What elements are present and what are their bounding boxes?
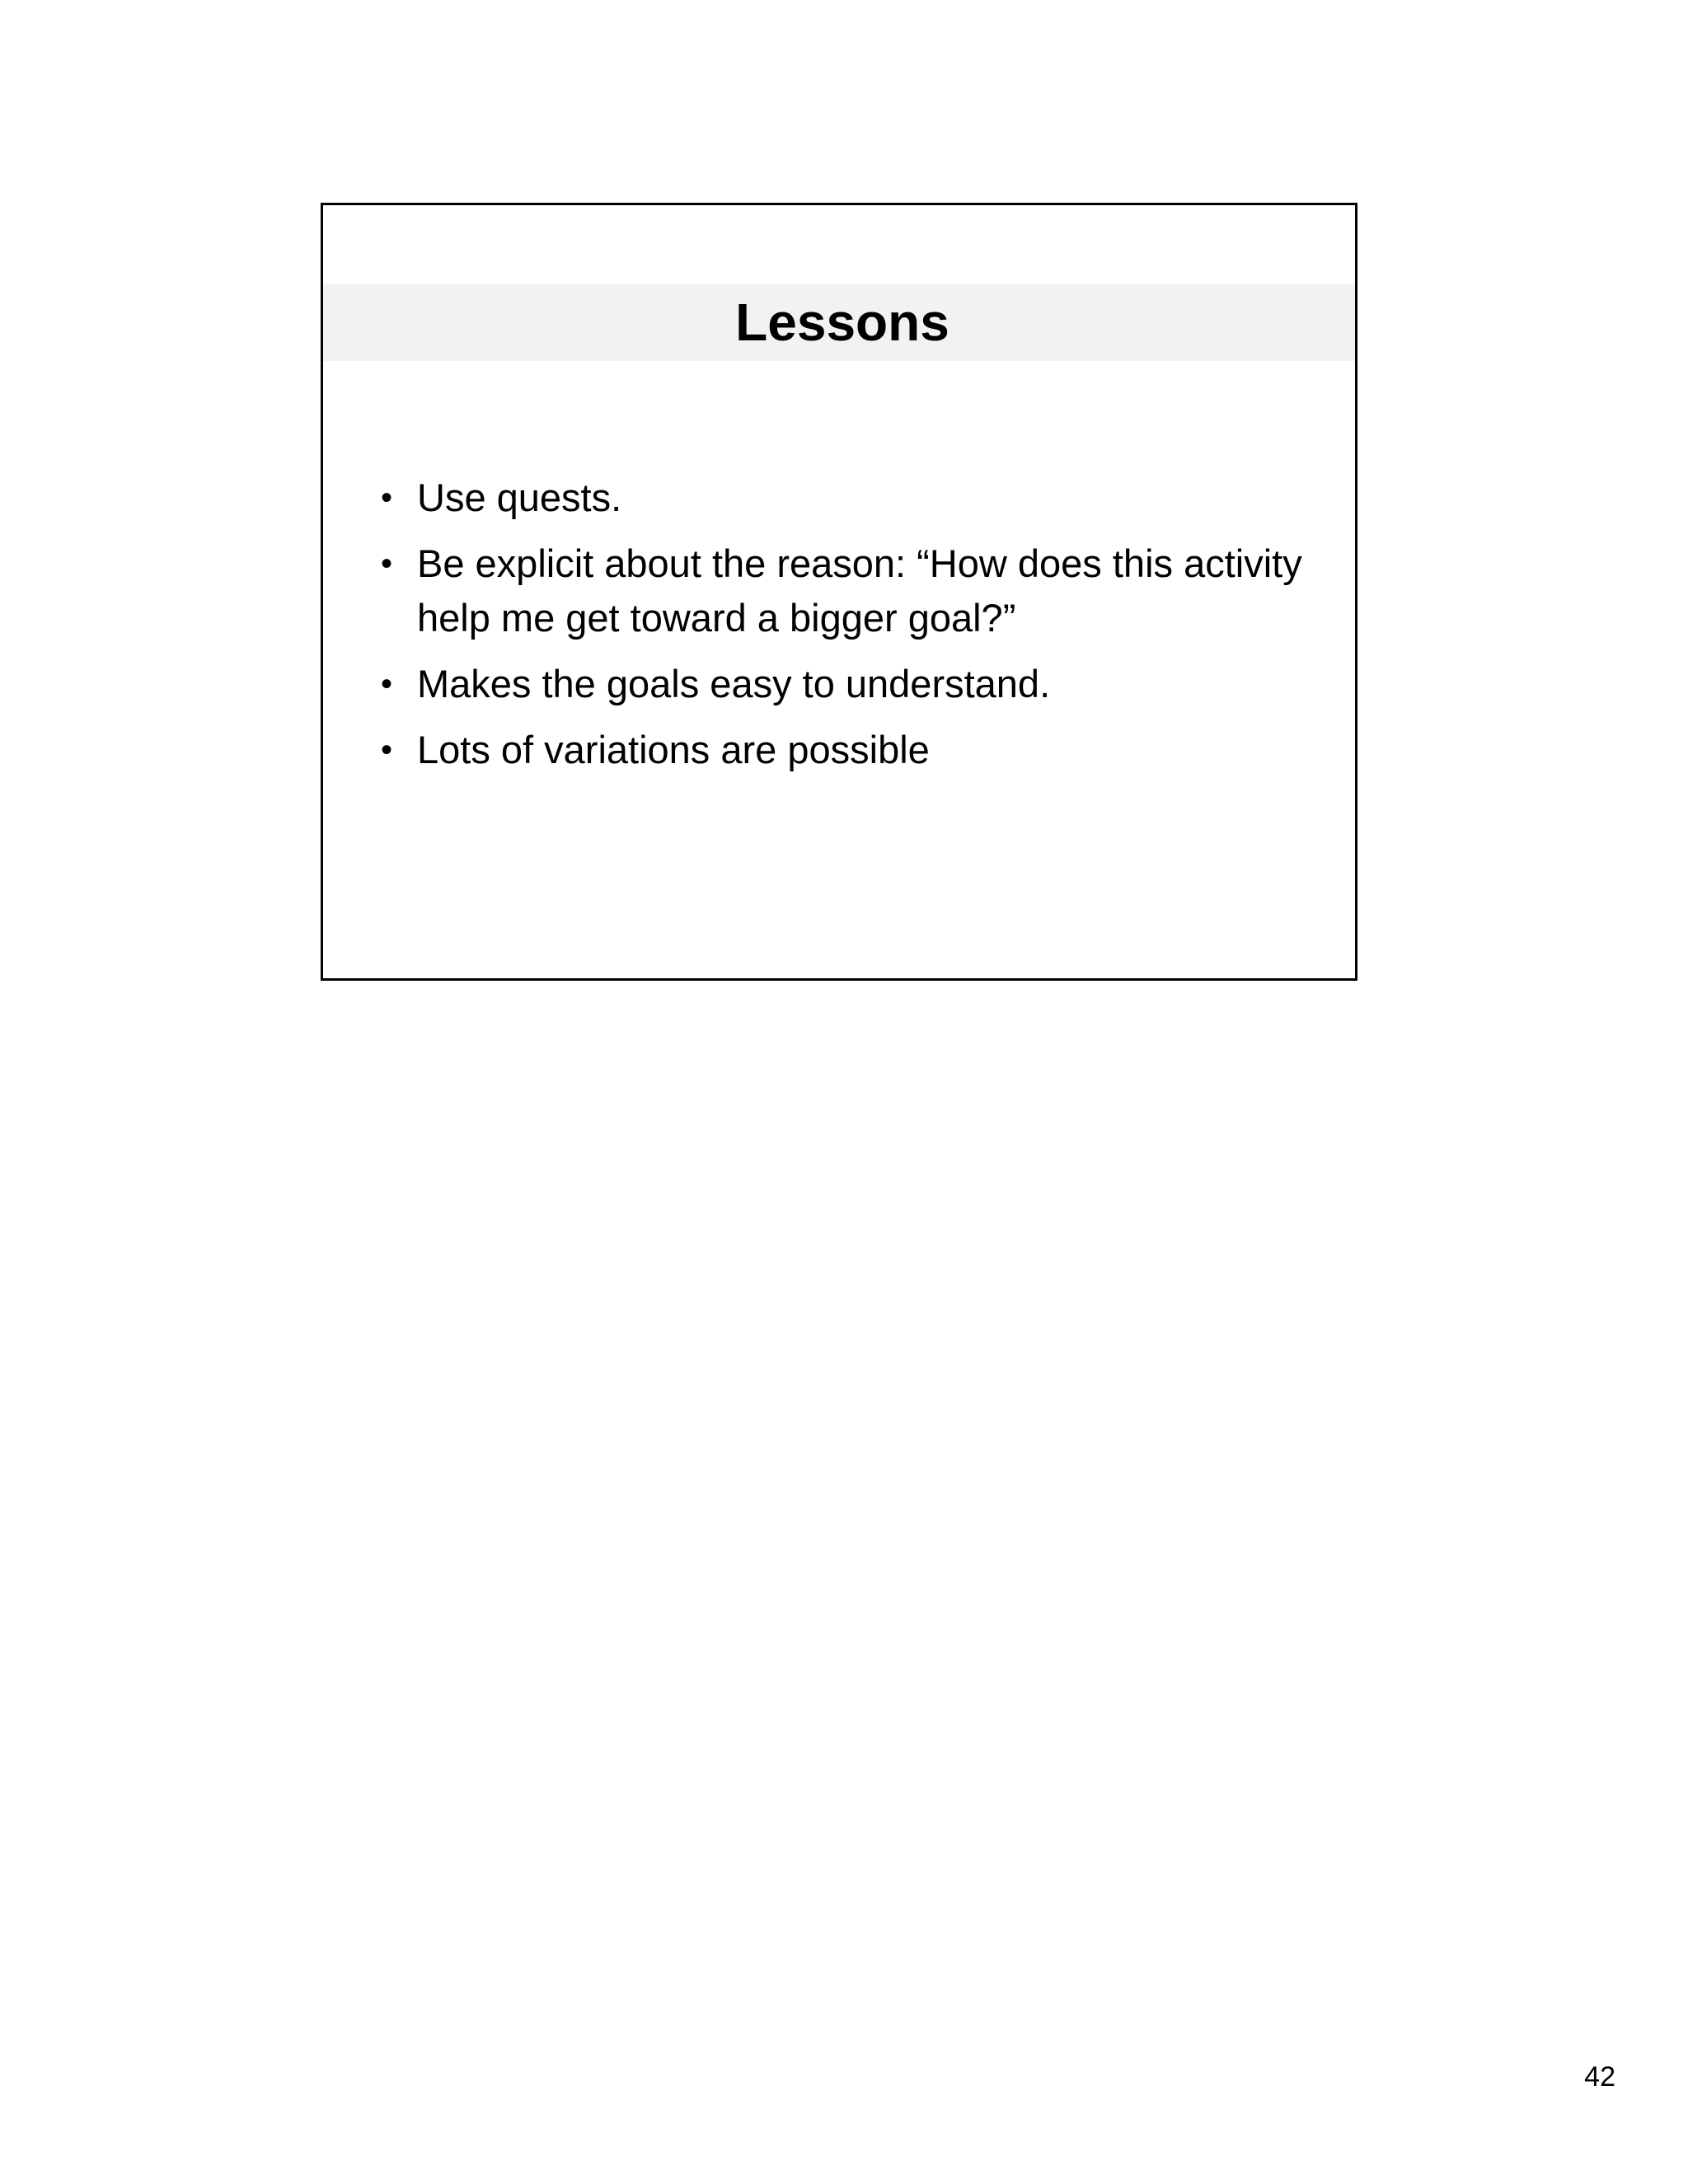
bullet-item	[381, 723, 1312, 777]
bullet-icon: •	[381, 480, 393, 516]
bullet-item	[381, 657, 1312, 711]
bullet-text: Use quests.	[417, 476, 622, 519]
bullet-icon: •	[381, 666, 393, 702]
bullet-item	[381, 537, 1312, 645]
slide-title: Lessons	[735, 293, 950, 352]
page-number: 42	[1584, 2061, 1615, 2093]
bullet-icon: •	[381, 732, 393, 768]
bullet-list	[381, 471, 1312, 789]
bullet-text: Lots of variations are possible	[417, 728, 930, 771]
title-band	[323, 284, 1355, 361]
bullet-item	[381, 471, 1312, 525]
bullet-text: Makes the goals easy to understand.	[417, 662, 1051, 705]
bullet-icon: •	[381, 546, 393, 582]
slide-frame	[321, 203, 1357, 981]
bullet-text: Be explicit about the reason: “How does this activity help me get toward a bigger goal?”	[417, 541, 1302, 640]
